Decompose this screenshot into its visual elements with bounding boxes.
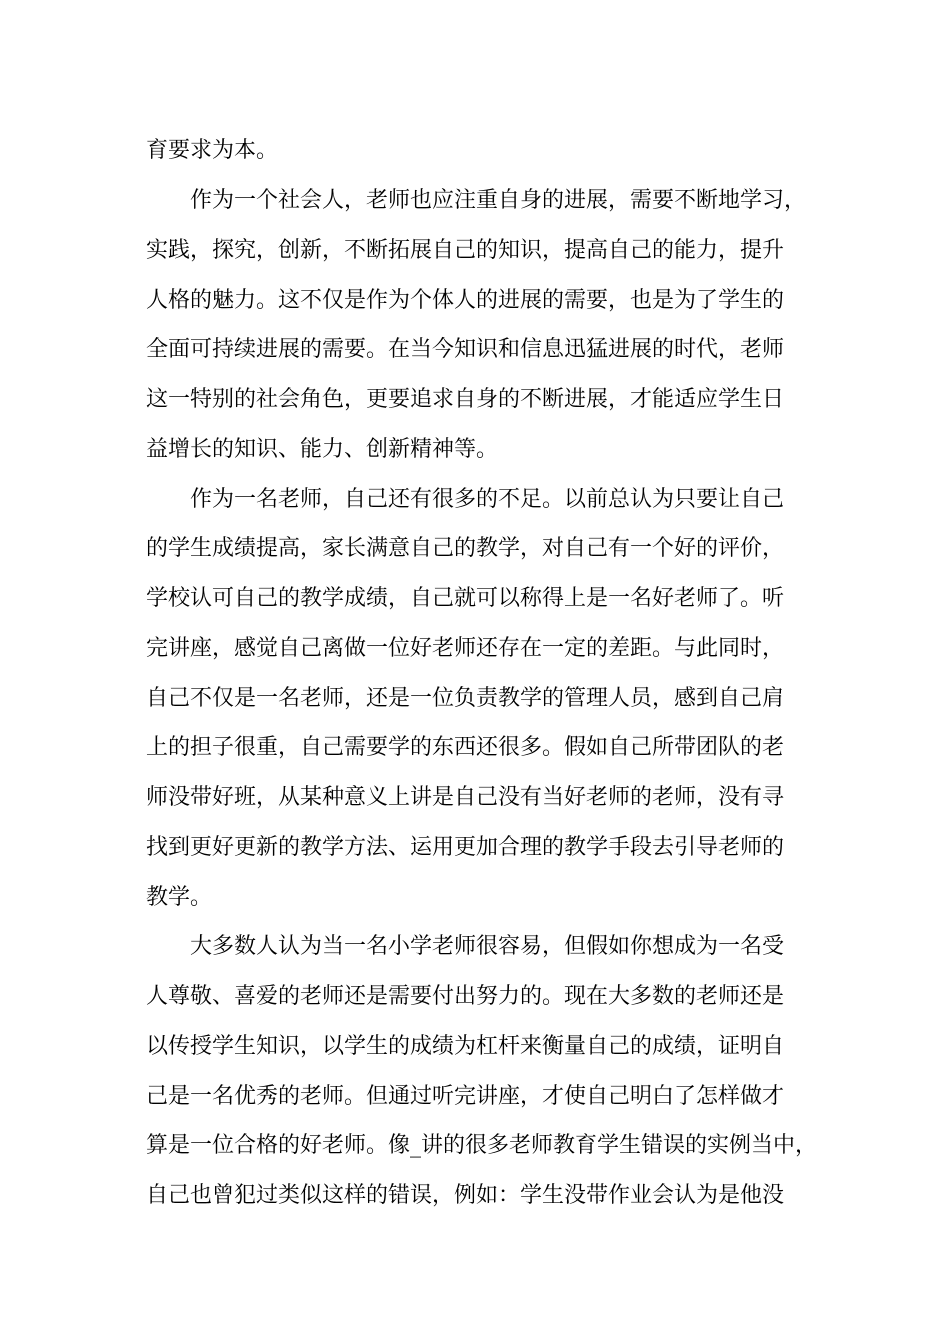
text-line	[0, 131, 950, 171]
line-text: 以传授学生知识，以学生的成绩为杠杆来衡量自己的成绩，证明自	[146, 1034, 785, 1059]
line-text: 学校认可自己的教学成绩，自己就可以称得上是一名好老师了。听	[146, 586, 785, 611]
line-text: 教学。	[146, 885, 213, 910]
text-line	[0, 828, 950, 868]
text-line	[0, 231, 950, 271]
line-text: 算是一位合格的好老师。像_讲的很多老师教育学生错误的实例当中，	[146, 1133, 818, 1158]
line-text: 全面可持续进展的需要。在当今知识和信息迅猛进展的时代，老师	[146, 337, 785, 362]
line-text: 作为一名老师，自己还有很多的不足。以前总认为只要让自己	[190, 487, 785, 512]
line-text: 人尊敬、喜爱的老师还是需要付出努力的。现在大多数的老师还是	[146, 984, 785, 1009]
paragraph-first-line	[0, 480, 950, 520]
text-line	[0, 1176, 950, 1216]
line-text: 育要求为本。	[146, 138, 279, 163]
line-text: 找到更好更新的教学方法、运用更加合理的教学手段去引导老师的	[146, 835, 785, 860]
line-text: 人格的魅力。这不仅是作为个体人的进展的需要，也是为了学生的	[146, 288, 785, 313]
text-line	[0, 629, 950, 669]
text-line	[0, 679, 950, 719]
text-line	[0, 778, 950, 818]
paragraph-first-line	[0, 181, 950, 221]
text-line	[0, 878, 950, 918]
text-line	[0, 1077, 950, 1117]
line-text: 完讲座，感觉自己离做一位好老师还存在一定的差距。与此同时，	[146, 636, 785, 661]
paragraph-first-line	[0, 927, 950, 967]
line-text: 益增长的知识、能力、创新精神等。	[146, 437, 499, 462]
text-line	[0, 281, 950, 321]
text-line	[0, 529, 950, 569]
line-text: 这一特别的社会角色，更要追求自身的不断进展，才能适应学生日	[146, 387, 785, 412]
text-line	[0, 330, 950, 370]
line-text: 大多数人认为当一名小学老师很容易，但假如你想成为一名受	[190, 934, 785, 959]
line-text: 作为一个社会人，老师也应注重自身的进展，需要不断地学习，	[190, 188, 807, 213]
line-text: 师没带好班，从某种意义上讲是自己没有当好老师的老师，没有寻	[146, 785, 785, 810]
text-line	[0, 1126, 950, 1166]
text-line	[0, 728, 950, 768]
text-line	[0, 977, 950, 1017]
text-line	[0, 380, 950, 420]
line-text: 实践，探究，创新，不断拓展自己的知识，提高自己的能力，提升	[146, 238, 785, 263]
line-text: 自己也曾犯过类似这样的错误，例如：学生没带作业会认为是他没	[146, 1183, 785, 1208]
text-line	[0, 579, 950, 619]
text-line	[0, 430, 950, 470]
line-text: 己是一名优秀的老师。但通过听完讲座，才使自己明白了怎样做才	[146, 1084, 785, 1109]
line-text: 自己不仅是一名老师，还是一位负责教学的管理人员，感到自己肩	[146, 686, 785, 711]
line-text: 的学生成绩提高，家长满意自己的教学，对自己有一个好的评价，	[146, 536, 785, 561]
line-text: 上的担子很重，自己需要学的东西还很多。假如自己所带团队的老	[146, 735, 785, 760]
text-line	[0, 1027, 950, 1067]
